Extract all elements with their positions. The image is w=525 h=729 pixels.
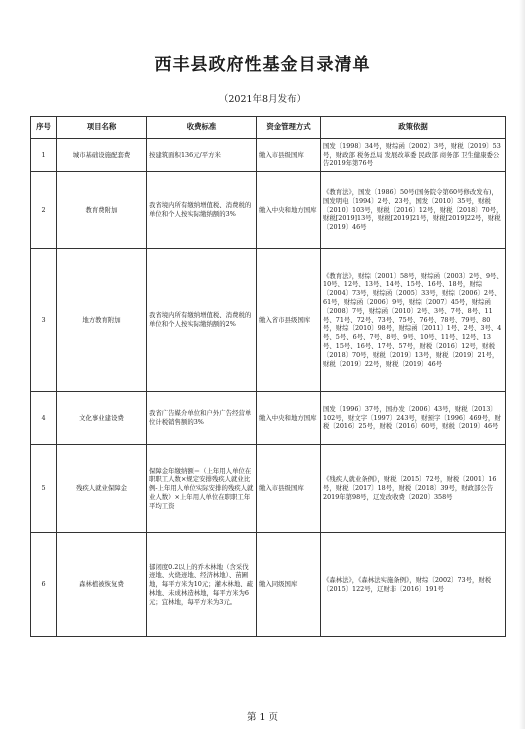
management-method: 缴入同级国库 (257, 533, 321, 637)
header-basis: 政策依据 (321, 117, 506, 139)
management-method: 缴入市县级国库 (257, 445, 321, 533)
management-method: 缴入省市县级国库 (257, 249, 321, 392)
table-row (31, 172, 506, 249)
table-row (31, 249, 506, 392)
table-header-row (31, 117, 506, 139)
page-edge-shadow (519, 0, 525, 729)
row-number: 1 (31, 139, 57, 172)
policy-basis: 《教育法》，国发〔1986〕50号(国务院令第60号修改发布)，国发明电〔1994〕2号、23号，国发〔2010〕35号，财税〔2010〕103号，财税〔2016〕12号，财税〔2018〕70号，财税[2019]13号，财税[2019]21号，财税[2019]22号，财税〔2019〕46号 (321, 172, 506, 249)
policy-basis: 国发〔1998〕34号，财综函〔2002〕3号，财税〔2019〕53号，财政部 税务总局 发展改革委 民政部 商务部 卫生健康委公告2019年第76号 (321, 139, 506, 172)
table-row (31, 533, 506, 637)
fee-standard: 我省广告媒介单位和户外广告经营单位计税销售额的3% (147, 392, 257, 445)
fund-name: 文化事业建设费 (57, 392, 147, 445)
row-number: 2 (31, 172, 57, 249)
policy-basis: 《森林法》，《森林法实施条例》，财综〔2002〕73号，财税〔2015〕122号，辽财非〔2016〕191号 (321, 533, 506, 637)
fund-name: 森林植被恢复费 (57, 533, 147, 637)
fund-name: 城市基础设施配套费 (57, 139, 147, 172)
fund-name: 地方教育附加 (57, 249, 147, 392)
row-number: 4 (31, 392, 57, 445)
document-subtitle: （2021年8月发布） (218, 94, 307, 105)
table-row (31, 392, 506, 445)
management-method: 缴入市县级国库 (257, 139, 321, 172)
document-title: 西丰县政府性基金目录清单 (154, 55, 371, 75)
header-management: 资金管理方式 (257, 117, 321, 139)
fee-standard: 按建筑面积136元/平方米 (147, 139, 257, 172)
policy-basis: 《残疾人就业条例》，财税〔2015〕72号，财税〔2001〕16号，财税〔2017〕18号，财税〔2018〕39号，财政部公告2019年第98号，辽发改收费〔2020〕358号 (321, 445, 506, 533)
fee-standard: 郁闭度0.2以上的乔木林地（含采伐迹地、火烧迹地、经济林地）、苗圃地，每平方米为10元；灌木林地、疏林地、未成林造林地，每平方米为6元；宜林地，每平方米为3元。 (147, 533, 257, 637)
page-number: 第 1 页 (246, 712, 279, 723)
fund-table (30, 116, 506, 637)
management-method: 缴入中央和地方国库 (257, 392, 321, 445)
row-number: 5 (31, 445, 57, 533)
management-method: 缴入中央和地方国库 (257, 172, 321, 249)
header-name: 项目名称 (57, 117, 147, 139)
fee-standard: 保障金年缴纳额＝（上年用人单位在职职工人数×规定安排残疾人就业比例-上年用人单位实际安排的残疾人就业人数）×上年用人单位在职职工年平均工资 (147, 445, 257, 533)
fee-standard: 我省境内所有缴纳增值税、消费税的单位和个人按实际缴纳额的3% (147, 172, 257, 249)
row-number: 3 (31, 249, 57, 392)
header-no: 序号 (31, 117, 57, 139)
fee-standard: 我省境内所有缴纳增值税、消费税的单位和个人按实际缴纳额的2% (147, 249, 257, 392)
policy-basis: 国发〔1996〕37号，国办发〔2006〕43号，财税〔2013〕102号，财文字〔1997〕243号，财预字〔1996〕469号，财税〔2016〕25号，财税〔2016〕60号，财税〔2019〕46号 (321, 392, 506, 445)
fund-name: 教育费附加 (57, 172, 147, 249)
table-row (31, 139, 506, 172)
fund-name: 残疾人就业保障金 (57, 445, 147, 533)
row-number: 6 (31, 533, 57, 637)
policy-basis: 《教育法》，财综〔2001〕58号，财综函〔2003〕2号、9号、10号、12号、13号、14号、15号、16号、18号，财综〔2004〕73号，财综函〔2005〕33号，财综〔2006〕2号、61号，财综函〔2006〕9号，财综〔2007〕45号，财综函〔2008〕7号，财综函〔2010〕2号、3号、7号、8号、11号、71号、72号、73号、75号、76号、78号、79号、80号，财综〔2010〕98号，财综函〔2011〕1号、2号、3号、4号、5号、6号、7号、8号、9号、10号、11号、12号、13号、15号、16号、17号、57号，财税〔2016〕12号，财税〔2018〕70号，财税〔2019〕13号，财税〔2019〕21号，财税〔2019〕22号，财税〔2019〕46号 (321, 249, 506, 392)
table-row (31, 445, 506, 533)
header-standard: 收费标准 (147, 117, 257, 139)
